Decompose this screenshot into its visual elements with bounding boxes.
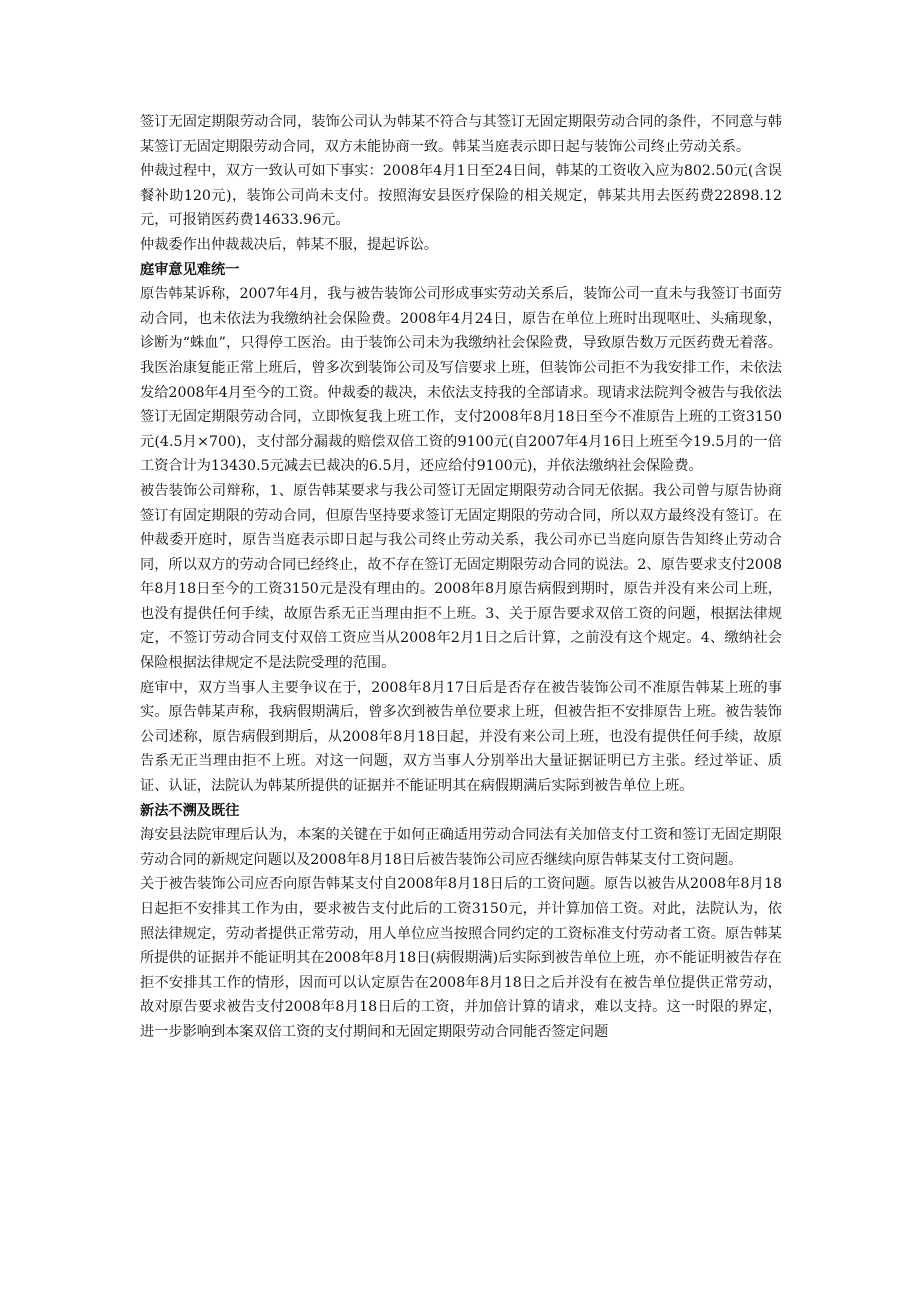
paragraph-contract-dispute: 签订无固定期限劳动合同，装饰公司认为韩某不符合与其签订无固定期限劳动合同的条件，不同意与韩某签订无固定期限劳动合同，双方未能协商一致。韩某当庭表示即日起与装饰公司终止劳动关系。 (140, 114, 782, 155)
paragraph-plaintiff-claim: 原告韩某诉称，2007年4月，我与被告装饰公司形成事实劳动关系后，装饰公司一直未与我签订书面劳动合同，也未依法为我缴纳社会保险费。2008年4月24日，原告在单位上班时出现呕吐、头痛现象，诊断为“蛛血”，只得停工医治。由于装饰公司未为我缴纳社会保险费，导致原告数万元医药费无着落。我医治康复能正常上班后，曾多次到装饰公司及写信要求上班，但装饰公司拒不为我安排工作，未依法发给2008年4月至今的工资。仲裁委的裁决，未依法支持我的全部请求。现请求法院判令被告与我依法签订无固定期限劳动合同，立即恢复我上班工作，支付2008年8月18日至今不准原告上班的工资3150元(4.5月×700)，支付部分漏裁的赔偿双倍工资的9100元(自2007年4月16日上班至今19.5月的一倍工资合计为13430.5元减去已裁决的6.5月，还应给付9100元)，并依法缴纳社会保险费。 (140, 286, 782, 475)
paragraph-lawsuit: 仲裁委作出仲裁裁决后，韩某不服，提起诉讼。 (140, 236, 438, 253)
paragraph-defendant-response: 被告装饰公司辩称，1、原告韩某要求与我公司签订无固定期限劳动合同无依据。我公司曾与原告协商签订有固定期限的劳动合同，但原告坚持要求签订无固定期限的劳动合同，所以双方最终没有签订。在仲裁委开庭时，原告当庭表示即日起与我公司终止劳动关系，我公司亦已当庭向原告告知终止劳动合同，所以双方的劳动合同已经终止，故不存在签订无固定期限劳动合同的说法。2、原告要求支付2008年8月18日至今的工资3150元是没有理由的。2008年8月原告病假到期时，原告并没有来公司上班，也没有提供任何手续，故原告系无正当理由拒不上班。3、关于原告要求双倍工资的问题，根据法律规定，不签订劳动合同支付双倍工资应当从2008年2月1日之后计算，之前没有这个规定。4、缴纳社会保险根据法律规定不是法院受理的范围。 (140, 482, 782, 672)
paragraph-trial-dispute: 庭审中，双方当事人主要争议在于，2008年8月17日后是否存在被告装饰公司不准原告韩某上班的事实。原告韩某声称，我病假期满后，曾多次到被告单位要求上班，但被告拒不安排原告上班。被告装饰公司述称，原告病假到期后，从2008年8月18日起，并没有来公司上班，也没有提供任何手续，故原告系无正当理由拒不上班。对这一问题，双方当事人分别举出大量证据证明已方主张。经过举证、质证、认证，法院认为韩某所提供的证据并不能证明其在病假期满后实际到被告单位上班。 (140, 679, 782, 795)
section-heading-no-retroactivity: 新法不溯及既往 (140, 802, 240, 819)
paragraph-court-key-issue: 海安县法院审理后认为，本案的关键在于如何正确适用劳动合同法有关加倍支付工资和签订无固定期限劳动合同的新规定问题以及2008年8月18日后被告装饰公司应否继续向原告韩某支付工资问题。 (140, 827, 782, 868)
paragraph-arbitration-facts: 仲裁过程中，双方一致认可如下事实：2008年4月1日至24日间，韩某的工资收入应为802.50元(含误餐补助120元)，装饰公司尚未支付。按照海安县医疗保险的相关规定，韩某共用去医药费22898.12元，可报销医药费14633.96元。 (140, 163, 782, 229)
paragraph-court-wage-ruling: 关于被告装饰公司应否向原告韩某支付自2008年8月18日后的工资问题。原告以被告从2008年8月18日起拒不安排其工作为由，要求被告支付此后的工资3150元，并计算加倍工资。对此，法院认为，依照法律规定，劳动者提供正常劳动，用人单位应当按照合同约定的工资标准支付劳动者工资。原告韩某所提供的证据并不能证明其在2008年8月18日(病假期满)后实际到被告单位上班，亦不能证明被告存在拒不安排其工作的情形，因而可以认定原告在2008年8月18日之后并没有在被告单位提供正常劳动，故对原告要求被告支付2008年8月18日后的工资，并加倍计算的请求，难以支持。这一时限的界定，进一步影响到本案双倍工资的支付期间和无固定期限劳动合同能否签定问题 (140, 876, 782, 1040)
section-heading-trial-opinions: 庭审意见难统一 (140, 261, 240, 278)
document-body (140, 110, 782, 1045)
